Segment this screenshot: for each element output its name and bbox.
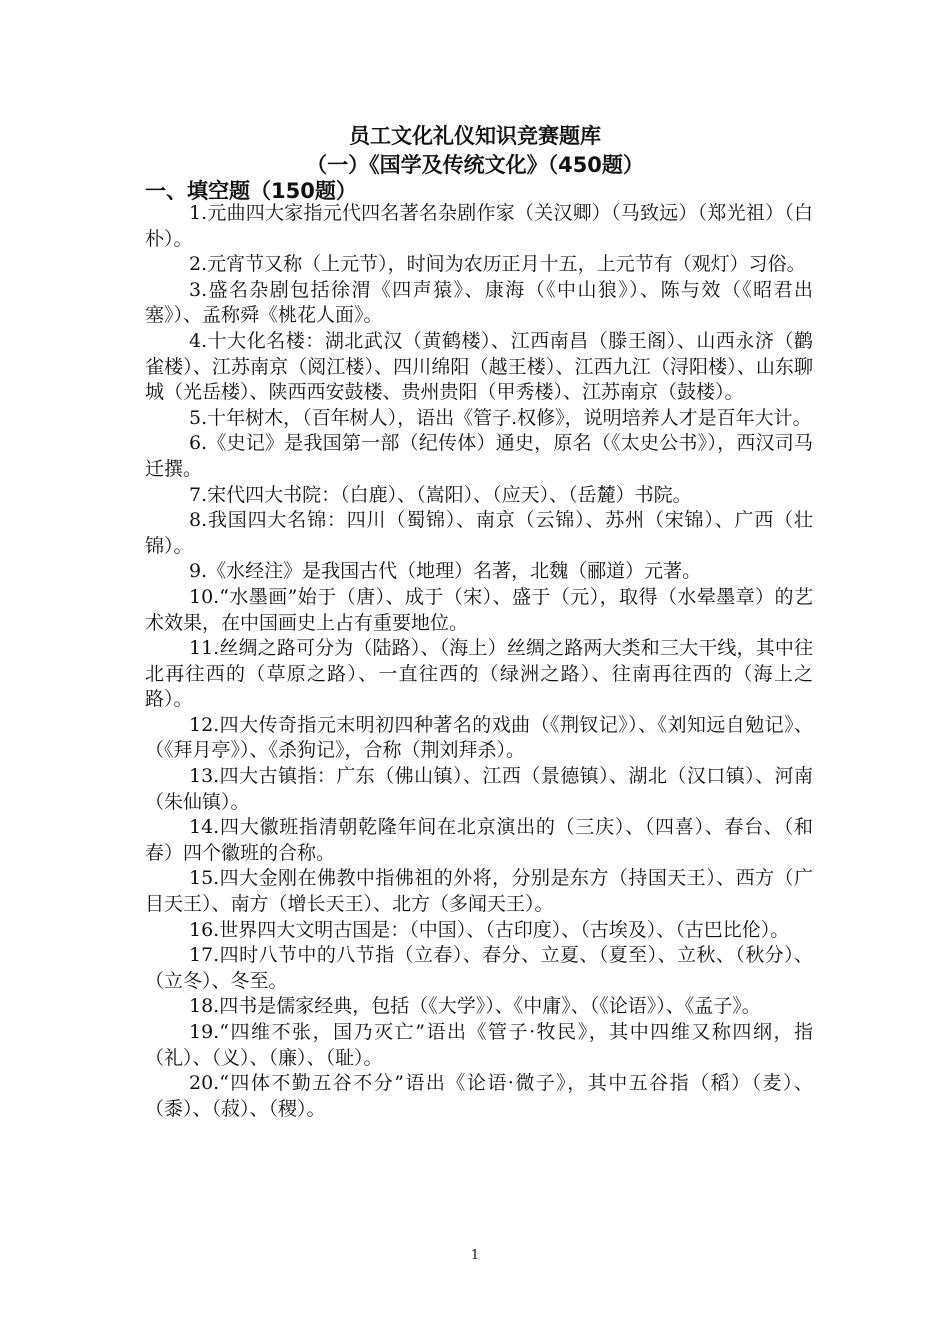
question-2: 2.元宵节又称（上元节），时间为农历正月十五，上元节有（观灯）习俗。 (189, 253, 806, 276)
question-13: 13.四大古镇指：广东（佛山镇）、江西（景德镇）、湖北（汉口镇）、河南（朱仙镇）。 (145, 765, 813, 813)
section-heading: 一、填空题（150题） (145, 179, 357, 203)
question-15: 15.四大金刚在佛教中指佛祖的外将，分别是东方（持国天王）、西方（广目天王）、南方（增长天王）、北方（多闻天王）。 (145, 867, 813, 916)
question-9: 9.《水经注》是我国古代（地理）名著，北魏（郦道）元著。 (189, 560, 702, 583)
question-6: 6.《史记》是我国第一部（纪传体）通史，原名（《太史公书》），西汉司马迁撰。 (145, 432, 813, 480)
question-18: 18.四书是儒家经典，包括（《大学》）、《中庸》、（《论语》）、《孟子》。 (189, 995, 761, 1018)
question-list (145, 201, 813, 1122)
question-16: 16.世界四大文明古国是：（中国）、（古印度）、（古埃及）、（古巴比伦）。 (189, 918, 790, 941)
question-10: 10.“水墨画”始于（唐）、成于（宋）、盛于（元），取得（水晕墨章）的艺术效果，在中国画史上占有重要地位。 (145, 585, 813, 634)
question-19: 19.“四维不张，国乃灭亡”语出《管子·牧民》，其中四维又称四纲，指（礼）、（义）、（廉）、（耻）。 (145, 1021, 813, 1069)
question-12: 12.四大传奇指元末明初四种著名的戏曲（《荆钗记》）、《刘知远自勉记》、（《拜月亭》）、《杀狗记》，合称（荆刘拜杀）。 (145, 713, 813, 762)
question-5: 5.十年树木，（百年树人），语出《管子.权修》，说明培养人才是百年大计。 (189, 406, 812, 429)
page-number: 1 (470, 1248, 480, 1263)
question-8: 8.我国四大名锦：四川（蜀锦）、南京（云锦）、苏州（宋锦）、广西（壮锦）。 (145, 509, 813, 557)
question-3: 3.盛名杂剧包括徐渭《四声猿》、康海（《中山狼》）、陈与效（《昭君出塞》）、孟称舜《桃花人面》。 (145, 278, 813, 327)
question-17: 17.四时八节中的八节指（立春）、春分、立夏、（夏至）、立秋、（秋分）、（立冬）、冬至。 (145, 944, 813, 992)
document-title: 员工文化礼仪知识竞赛题库 (349, 124, 601, 148)
question-1: 1.元曲四大家指元代四名著名杂剧作家（关汉卿）（马致远）（郑光祖）（白朴）。 (145, 202, 813, 250)
question-11: 11.丝绸之路可分为（陆路）、（海上）丝绸之路两大类和三大干线，其中往北再往西的（草原之路）、一直往西的（绿洲之路）、往南再往西的（海上之路）。 (145, 637, 813, 711)
question-14: 14.四大徽班指清朝乾隆年间在北京演出的（三庆）、（四喜）、春台、（和春）四个徽班的合称。 (145, 816, 813, 864)
question-4: 4.十大化名楼：湖北武汉（黄鹤楼）、江西南昌（滕王阁）、山西永济（鹳雀楼）、江苏南京（阅江楼）、四川绵阳（越王楼）、江西九江（浔阳楼）、山东聊城（光岳楼）、陕西西安鼓楼、贵州贵阳（甲秀楼）、江苏南京（鼓楼）。 (145, 329, 813, 404)
question-20: 20.“四体不勤五谷不分”语出《论语·微子》，其中五谷指（稻）（麦）、（黍）、（菽）、（稷）。 (145, 1072, 813, 1120)
question-7: 7.宋代四大书院：（白鹿）、（嵩阳）、（应天）、（岳麓）书院。 (189, 483, 692, 506)
document-subtitle: （一）《国学及传统文化》（450题） (306, 153, 644, 177)
